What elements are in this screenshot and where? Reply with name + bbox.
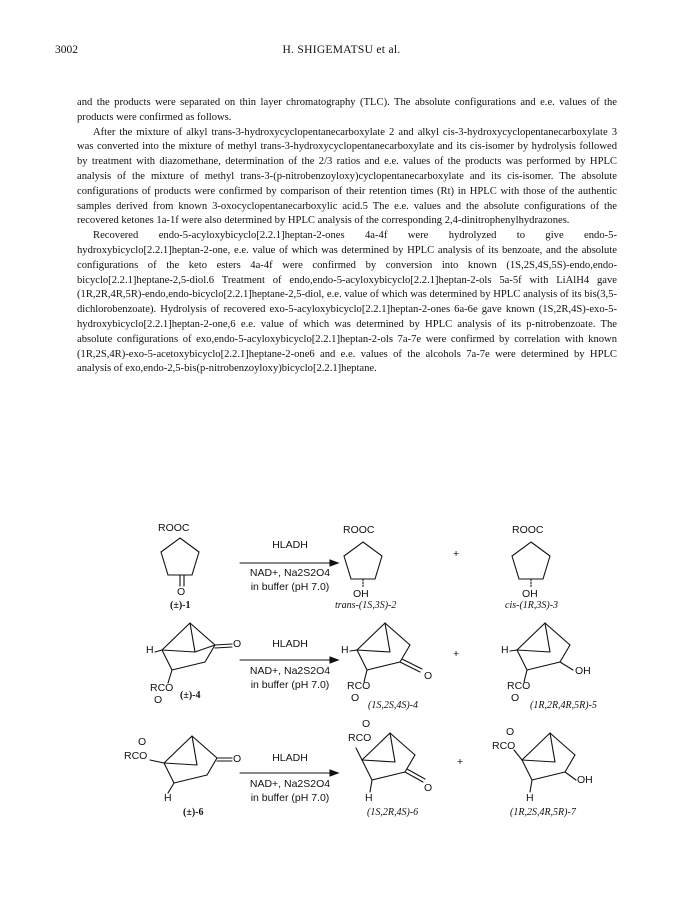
hydrogen-label-6: H [164,792,172,804]
arrow-head-1 [330,560,338,566]
running-head: H. SHIGEMATSU et al. [282,44,401,56]
reagent-nad-1: NAD+, Na2S2O4 [249,567,331,579]
hydroxy-label-2: OH [353,588,369,600]
substituent-rooc-1: ROOC [158,522,190,534]
ester-o-label-4-product: O [351,692,360,704]
reagent-hladh-1: HLADH [272,539,308,551]
reagent-buffer-3: in buffer (pH 7.0) [250,792,330,804]
arrow-head-2 [330,657,338,663]
cyclopentanone-1-structure [161,538,199,586]
cis-3-structure [512,542,550,588]
paragraph-3: Recovered endo-5-acyloxybicyclo[2.2.1]heptan-2-ones 4a-4f were hydrolyzed to give endo-5-hydroxybicyclo[2.2.1]heptan-2-one, e.e. value of which was determined by HPLC analysis of its benzoate, and the absolute configurations of the keto esters 4a-4f were confirmed by conversion into known (1S,2S,4S,5S)-endo,endo-bicyclo[2.2.1]heptane-2,5-diol.6 Treatment of endo,endo-5-acyloxybicyclo[2.2.1]heptan-2-ols 5a-5f with LiAlH4 gave (1R,2R,4R,5R)-endo,endo-bicyclo[2.2.1]heptane-2,5-diol, e.e. value of which was determined by HPLC analysis of its bis(3,5-dichlorobenzoate). Hydrolysis of recovered exo-5-acyloxybicyclo[2.2.1]heptan-2-ones 6a-6e gave known (1S,2R,4S)-exo-5-hydroxybicyclo[2.2.1]heptan-2-one,6 e.e. value of which was determined by HPLC analysis of its p-nitrobenzoate. The absolute configurations of exo,endo-5-acyloxybicyclo[2.2.1]heptan-2-ols 7a-7e were confirmed by correlation with known (1R,2S,4R)-exo-5-acetoxybicyclo[2.2.1]heptane-2-one6 and e.e. values of the alcohols 7a-7e were determined by HPLC analysis of exo,endo-2,5-bis(p-nitrobenzoyloxy)bicyclo[2.2.1]heptane. [77,230,617,375]
ketone-o-label-6: O [233,753,242,765]
hydroxy-label-3: OH [522,588,538,600]
compound-label-3: cis-(1R,3S)-3 [505,600,559,611]
compound-label-4-product: (1S,2S,4S)-4 [368,700,418,711]
reagent-hladh-2: HLADH [272,638,308,650]
paragraph-1: and the products were separated on thin layer chromatography (TLC). The absolute configurations and e.e. values of the products were confirmed as follows. [77,97,617,123]
ester-o-label-6-product: O [362,718,371,730]
bicycloheptanone-4-product-structure [350,623,422,682]
hydrogen-label-4-product: H [341,644,349,656]
ketone-o-label-4: O [233,638,242,650]
reagent-buffer-2: in buffer (pH 7.0) [250,679,330,691]
compound-label-4: (±)-4 [180,690,201,701]
hydrogen-label-6-product: H [365,792,373,804]
ester-label-7: RCO [492,740,516,752]
oxo-label-1: O [177,586,186,598]
ester-label-4: RCO [150,682,174,694]
ester-o-label-4: O [154,694,163,706]
bicycloheptanone-4-structure [155,623,232,683]
hydrogen-label-4: H [146,644,154,656]
reagent-nad-3: NAD+, Na2S2O4 [249,778,331,790]
ketone-o-label-4-product: O [424,670,433,682]
ester-label-6: RCO [124,750,148,762]
hydroxy-label-5: OH [575,665,591,677]
page-number: 3002 [55,44,78,56]
compound-label-2: trans-(1S,3S)-2 [335,600,397,611]
plus-sign-2: + [453,648,460,660]
plus-sign-1: + [453,548,460,560]
ketone-o-label-6-product: O [424,782,433,794]
bicycloheptanediol-5-structure [510,623,573,682]
ester-label-6-product: RCO [348,732,372,744]
plus-sign-3: + [457,756,464,768]
ester-label-4-product: RCO [347,680,371,692]
scheme-structures [0,520,683,910]
ester-o-label-7: O [506,726,515,738]
compound-label-7: (1R,2S,4R,5R)-7 [510,807,576,818]
substituent-rooc-2: ROOC [343,524,375,536]
reaction-scheme [0,520,683,910]
hydrogen-label-7: H [526,792,534,804]
compound-label-6: (±)-6 [183,807,204,818]
bicycloheptanol-7-structure [514,733,576,792]
compound-label-6-product: (1S,2R,4S)-6 [367,807,419,818]
substituent-rooc-3: ROOC [512,524,544,536]
compound-label-5: (1R,2R,4R,5R)-5 [530,700,597,711]
ester-label-5: RCO [507,680,531,692]
bicycloheptanone-6-structure [150,736,232,793]
ester-o-label-5: O [511,692,520,704]
paragraph-2: After the mixture of alkyl trans-3-hydroxycyclopentanecarboxylate 2 and alkyl cis-3-hydroxycyclopentanecarboxylate 3 was converted into the mixture of methyl trans-3-hydroxycyclopentanecarboxylate and its cis-isomer by hydrolysis followed by treatment with diazomethane, determination of the 2/3 ratios and e.e. values of the products was performed by HPLC analysis of the mixture of methyl trans-3-(p-nitrobenzoyloxy)cyclopentanecarboxylate and its cis-isomer. The absolute configurations of products were confirmed by comparison of their retention times (Rt) in HPLC with those of the authentic samples derived from known 3-oxocyclopentanecarboxylic acid.5 The e.e. values and the absolute configurations of the recovered ketones 1a-1f were also determined by HPLC analysis of the corresponding 2,4-dinitrophenylhydrazones. [77,126,617,227]
compound-label-1: (±)-1 [170,600,191,611]
reagent-nad-2: NAD+, Na2S2O4 [249,665,331,677]
arrow-head-3 [330,770,338,776]
body-text [77,96,617,377]
hydrogen-label-5: H [501,644,509,656]
trans-2-structure [344,542,382,588]
reagent-buffer-1: in buffer (pH 7.0) [250,581,330,593]
ester-o-label-6: O [138,736,147,748]
reagent-hladh-3: HLADH [272,752,308,764]
hydroxy-label-7: OH [577,774,593,786]
